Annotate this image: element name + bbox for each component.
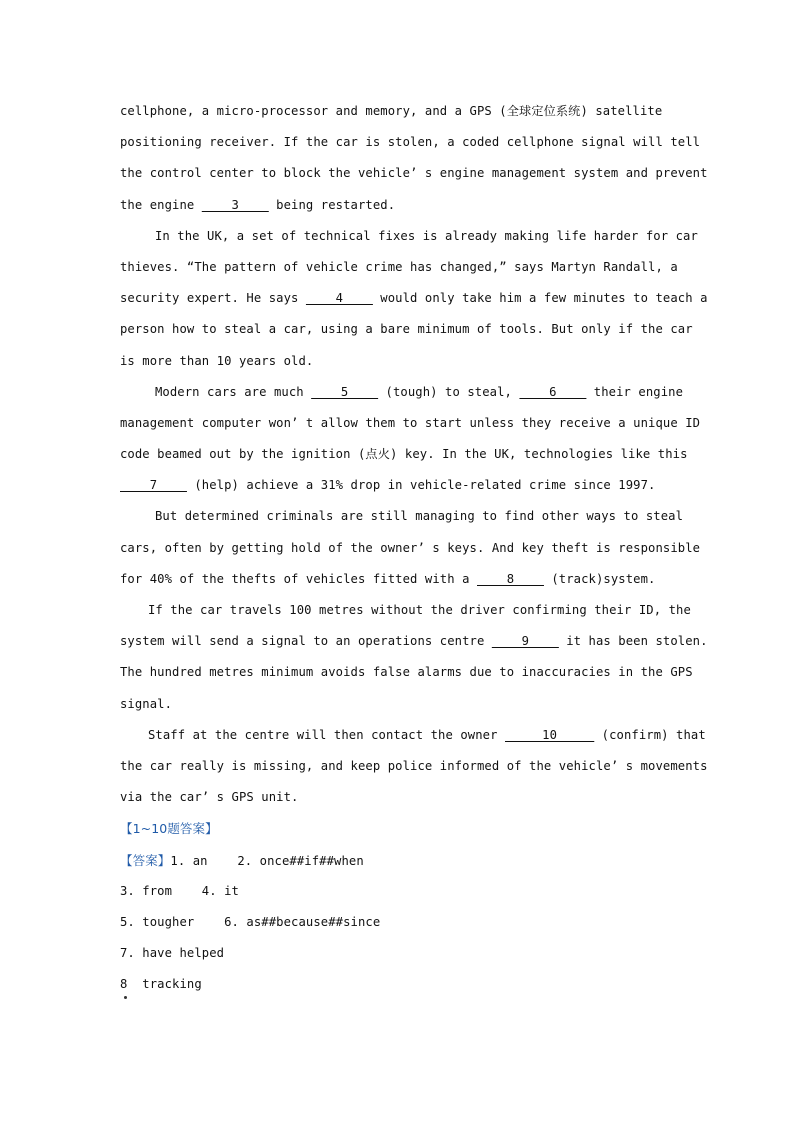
passage-line: via the car’ s GPS unit. — [120, 790, 299, 805]
answers-label: 【答案】 — [120, 852, 171, 868]
blank-9: ____9____ — [491, 634, 559, 649]
passage-line: In the UK, a set of technical fixes is already making life harder for car — [155, 228, 698, 243]
text-segment: (track)system. — [543, 571, 656, 586]
answers-row: 5. tougher 6. as##because##since — [120, 914, 381, 929]
passage-line: the control center to block the vehicle’ s engine management system and prevent — [120, 166, 708, 181]
passage-line — [120, 283, 708, 314]
passage-line — [120, 377, 684, 408]
passage-line: But determined criminals are still managing to find other ways to steal — [155, 509, 684, 524]
passage-line — [120, 564, 680, 595]
text-segment: system will send a signal to an operations centre — [120, 634, 492, 649]
blank-7: ____7____ — [120, 478, 187, 493]
blank-10: _____10_____ — [505, 727, 595, 742]
passage-line: positioning receiver. If the car is stolen, a coded cellphone signal will tell — [120, 135, 701, 150]
answers-text: 1. an 2. once##if##when — [170, 853, 364, 868]
passage-line — [120, 470, 680, 501]
text-segment: Modern cars are much — [155, 384, 312, 399]
passage-line: is more than 10 years old. — [120, 353, 314, 368]
passage-line — [120, 720, 706, 751]
blank-8: ____8____ — [477, 571, 544, 586]
text-segment: Staff at the centre will then contact the owner — [148, 727, 505, 742]
text-segment: would only take him a few minutes to teach a — [372, 291, 708, 306]
passage-line: The hundred metres minimum avoids false alarms due to inaccuracies in the GPS — [120, 665, 693, 680]
answers-row: 8 tracking — [120, 977, 202, 992]
passage-line: management computer won’ t allow them to start unless they receive a unique ID — [120, 415, 701, 430]
passage-line — [120, 626, 708, 657]
passage-line: the car really is missing, and keep police informed of the vehicle’ s movements — [120, 758, 708, 773]
text-segment: (help) achieve a 31% drop in vehicle-related crime since 1997. — [186, 478, 656, 493]
answers-row: 7. have helped — [120, 946, 225, 961]
answers-row: 3. from 4. it — [120, 883, 239, 898]
text-segment: (confirm) that — [594, 727, 706, 742]
text-segment: being restarted. — [268, 197, 396, 212]
passage-line: code beamed out by the ignition (点火) key. In the UK, technologies like this — [120, 447, 688, 462]
blank-6: ____6____ — [519, 384, 587, 399]
passage-line: person how to steal a car, using a bare minimum of tools. But only if the car — [120, 322, 693, 337]
passage-line: thieves. “The pattern of vehicle crime has changed,” says Martyn Randall, a — [120, 259, 678, 274]
text-segment: it has been stolen. — [558, 634, 708, 649]
text-segment: for 40% of the thefts of vehicles fitted with a — [120, 571, 477, 586]
blank-3: ____3____ — [201, 197, 269, 212]
text-segment: (tough) to steal, — [378, 384, 520, 399]
blank-4: ____4____ — [305, 291, 373, 306]
text-segment: their engine — [586, 384, 684, 399]
answers-row — [120, 845, 680, 876]
text-segment: security expert. He says — [120, 291, 306, 306]
passage-line: If the car travels 100 metres without the driver confirming their ID, the — [148, 603, 691, 617]
stray-dot — [124, 996, 127, 999]
blank-5: ____5____ — [311, 384, 379, 399]
passage-line: signal. — [120, 696, 173, 711]
text-segment: the engine — [120, 197, 202, 212]
passage-line — [120, 190, 680, 221]
answers-heading: 【1~10题答案】 — [120, 821, 218, 837]
passage-line: cars, often by getting hold of the owner’ s keys. And key theft is responsible — [120, 540, 701, 555]
document-body — [120, 96, 708, 1000]
passage-line: cellphone, a micro-processor and memory, and a GPS (全球定位系统) satellite — [120, 104, 663, 118]
